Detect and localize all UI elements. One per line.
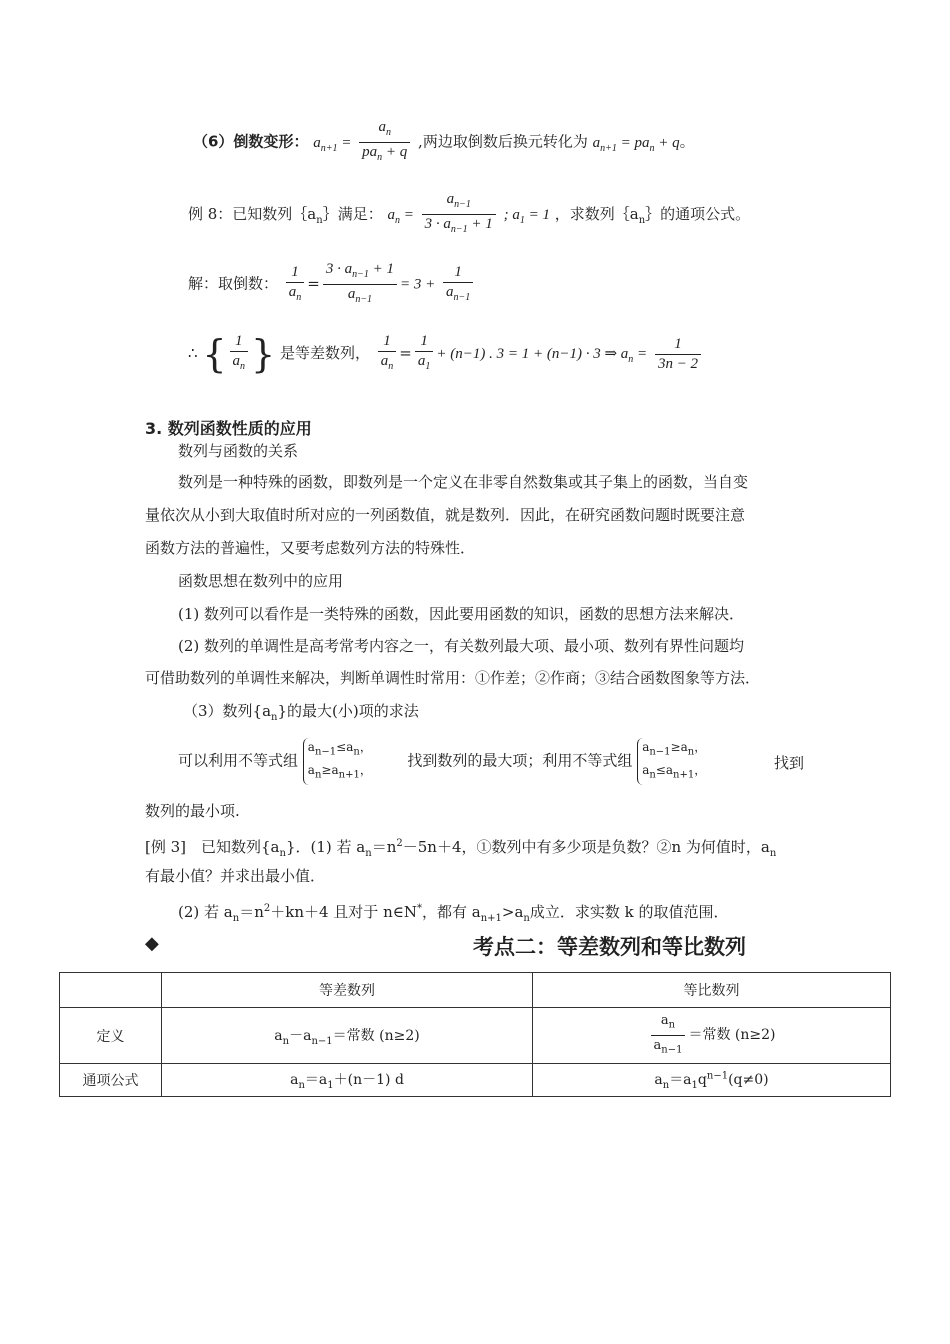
solution-line: 解：取倒数： $\frac{1}{a_n}$ = $\frac{3 \cdot a_{n-1} + 1}{a_{n-1}}$ = 3 + $\frac{1}{a_{n-1}}$ xyxy=(188,260,476,309)
therefore-frac-1: $\frac{1}{a_n}$ xyxy=(378,332,397,376)
example3-line3: (2) 若 $a_n=n^2+kn+4$ 且对于 n∈N*，都有 $a_{n+1}>a_n$成立．求实数 k 的取值范围． xyxy=(178,903,729,924)
therefore-symbol: ∴ xyxy=(188,344,198,362)
solution-frac-3: $\frac{1}{a_{n-1}}$ xyxy=(443,263,473,307)
item6-end: 。 xyxy=(679,132,695,151)
example8-lhs: $a_n$ = xyxy=(387,206,414,226)
solution-label: 解：取倒数： xyxy=(188,274,279,293)
therefore-set-frac: $\frac{1}{a_n}$ xyxy=(230,332,249,376)
arith-definition: $a_n-a_{n-1}=$常数 (n≥2) xyxy=(162,1008,533,1064)
section3-title: 3. 数列函数性质的应用 xyxy=(145,419,312,438)
table-header-cell xyxy=(60,973,162,1008)
inequality-system-min: $a_{n-1}\ge a_n$， $a_n\le a_{n+1}$， xyxy=(637,738,706,785)
table-row xyxy=(60,1008,891,1064)
table-header-cell: 等差数列 xyxy=(162,973,533,1008)
item6-label: （6）倒数变形： xyxy=(193,132,309,151)
therefore-frac-2: $\frac{1}{a_1}$ xyxy=(415,332,434,376)
table-header-row xyxy=(60,973,891,1008)
therefore-frac-3: $\frac{1}{3n - 2}$ xyxy=(655,335,701,374)
p5-text-c: 找到 xyxy=(774,754,805,772)
keypoint2-title: 考点二：等差数列和等比数列 xyxy=(473,935,746,959)
item6-line xyxy=(193,118,695,167)
item6-middle-text: ,两边取倒数后换元转化为 xyxy=(418,132,588,151)
example8-label: 例 8：已知数列$\{a_n\}$满足： xyxy=(188,204,383,226)
example8-fraction: $\frac{a_{n-1}}{3 \cdot a_{n-1} + 1}$ xyxy=(422,190,496,239)
p5-text-b: 找到数列的最大项；利用不等式组 xyxy=(407,751,633,770)
left-brace-icon: { xyxy=(202,332,227,376)
therefore-text: 是等差数列， xyxy=(279,344,370,362)
section3-p3-line2: 可借助数列的单调性来解决，判断单调性时常用：①作差；②作商；③结合函数图象等方法． xyxy=(145,669,761,687)
row-label-definition: 定义 xyxy=(60,1008,162,1064)
arith-general-term: $a_n=a_1+(n-1)$ d xyxy=(162,1064,533,1097)
therefore-expr: + (n−1) . 3 = 1 + (n−1) · 3 ⇒ $a_n$ = xyxy=(436,346,648,365)
table-header-cell: 等比数列 xyxy=(533,973,891,1008)
section3-p1-line3: 函数方法的普遍性，又要考虑数列方法的特殊性． xyxy=(145,539,476,557)
item6-lhs: $a_{n+1}$ = xyxy=(313,134,352,154)
section3-sub2: 函数思想在数列中的应用 xyxy=(178,572,344,590)
section3-p1-line2: 量依次从小到大取值时所对应的一列函数值，就是数列．因此，在研究函数问题时既要注意 xyxy=(145,506,746,524)
row-label-general-term: 通项公式 xyxy=(60,1064,162,1097)
solution-frac-2: $\frac{3 \cdot a_{n-1} + 1}{a_{n-1}}$ xyxy=(323,260,397,309)
section3-p5 xyxy=(178,738,706,785)
therefore-line xyxy=(188,332,704,376)
section3-p1-line1: 数列是一种特殊的函数，即数列是一个定义在非零自然数集或其子集上的函数，当自变 xyxy=(178,473,749,491)
item6-fraction: $\frac{a_n}{pa_n + q}$ xyxy=(359,118,410,167)
example8-init: ; $a_1 = 1$ xyxy=(503,206,550,226)
p5-text-a: 可以利用不等式组 xyxy=(178,751,299,770)
geo-general-term: $a_n=a_1q^{n-1}(q\ne 0)$ xyxy=(533,1064,891,1097)
section3-p2: (1) 数列可以看作是一类特殊的函数，因此要用函数的知识，函数的思想方法来解决． xyxy=(178,605,745,623)
geo-ratio-fraction: $\frac{a_n}{a_{n-1}}$ xyxy=(651,1011,686,1059)
item6-result: $a_{n+1} = pa_n + q$ xyxy=(592,134,680,154)
diamond-bullet-icon: ◆ xyxy=(145,933,159,954)
p5-text-d: 数列的最小项. xyxy=(145,802,240,820)
therefore-eq1: = xyxy=(399,344,412,362)
right-brace-icon: } xyxy=(251,332,276,376)
inequality-system-max: $a_{n-1}\le a_n$， $a_n\ge a_{n+1}$， xyxy=(303,738,372,785)
section3-p4: （3）数列$\{a_n\}$的最大(小)项的求法 xyxy=(183,702,419,723)
geo-definition: $\frac{a_n}{a_{n-1}}$ ＝常数 (n≥2) xyxy=(533,1008,891,1064)
solution-mid: = 3 + xyxy=(400,276,436,293)
solution-frac-1: $\frac{1}{a_n}$ xyxy=(286,263,305,307)
example3-line1: [例 3] 已知数列$\{a_n\}$．(1) 若 $a_n=n^2-5n+4$，①数列中有多少项是负数？②n 为何值时，$a_n$ xyxy=(145,838,777,859)
example8-question: ，求数列$\{a_n\}$的通项公式。 xyxy=(554,204,751,226)
table-row xyxy=(60,1064,891,1097)
comparison-table xyxy=(59,972,891,1097)
section3-p3-line1: (2) 数列的单调性是高考常考内容之一，有关数列最大项、最小项、数列有界性问题均 xyxy=(178,637,745,655)
section3-sub1: 数列与函数的关系 xyxy=(178,442,299,460)
example3-line2: 有最小值？并求出最小值． xyxy=(145,867,326,885)
example8-line xyxy=(188,190,750,239)
